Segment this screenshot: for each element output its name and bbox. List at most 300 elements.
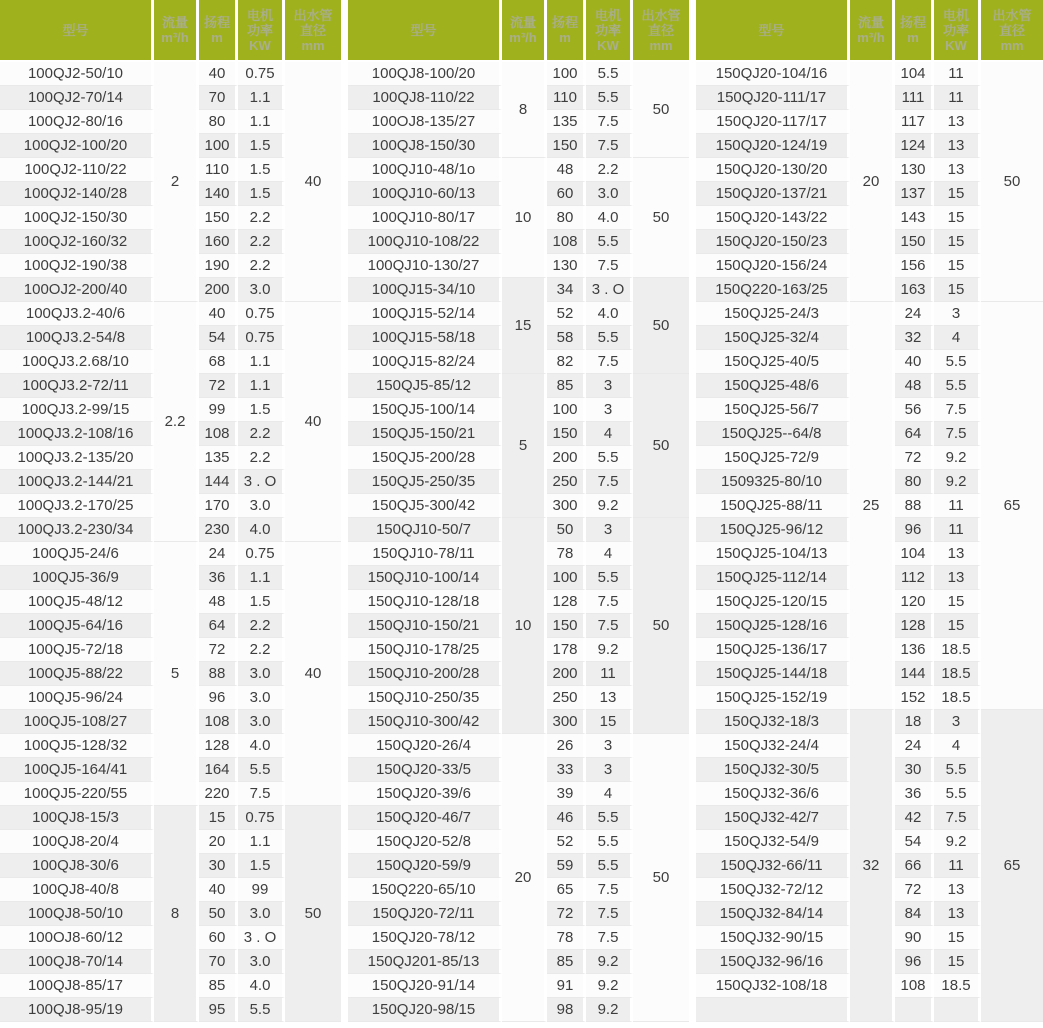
model-cell: 150QJ32-24/4 xyxy=(696,734,850,758)
power-cell: 1.1 xyxy=(238,566,285,590)
head-cell: 96 xyxy=(895,518,934,542)
head-cell: 40 xyxy=(199,878,238,902)
model-cell: 150QJ20-156/24 xyxy=(696,254,850,278)
power-cell: 9.2 xyxy=(934,446,981,470)
model-header-line: 型号 xyxy=(62,22,89,38)
head-cell: 70 xyxy=(199,86,238,110)
head-cell: 99 xyxy=(199,398,238,422)
head-cell: 70 xyxy=(199,950,238,974)
model-cell: 150QJ25--64/8 xyxy=(696,422,850,446)
head-cell: 140 xyxy=(199,182,238,206)
head-cell: 230 xyxy=(199,518,238,542)
model-cell: 100OJ8-60/12 xyxy=(0,926,154,950)
head-cell: 150 xyxy=(199,206,238,230)
head-header-line: m xyxy=(559,30,571,45)
power-header-line: KW xyxy=(249,37,271,53)
power-cell: 0.75 xyxy=(238,542,285,566)
outlet-header xyxy=(285,0,341,62)
power-cell: 2.2 xyxy=(238,422,285,446)
head-cell: 98 xyxy=(547,998,586,1022)
model-cell: 150QJ20-59/9 xyxy=(348,854,502,878)
model-cell: 100QJ8-50/10 xyxy=(0,902,154,926)
model-cell: 150QJ10-50/7 xyxy=(348,518,502,542)
power-cell: 15 xyxy=(934,182,981,206)
model-cell: 150QJ32-54/9 xyxy=(696,830,850,854)
table-row xyxy=(348,374,689,398)
model-cell: 100QJ10-108/22 xyxy=(348,230,502,254)
power-cell: 0.75 xyxy=(238,62,285,86)
power-cell: 11 xyxy=(586,662,633,686)
head-cell: 150 xyxy=(547,422,586,446)
head-cell: 190 xyxy=(199,254,238,278)
header-row xyxy=(348,0,689,62)
head-cell: 88 xyxy=(199,662,238,686)
outlet-span-cell: 50 xyxy=(981,62,1043,302)
model-cell: 100QJ8-30/6 xyxy=(0,854,154,878)
flow-span-cell: 20 xyxy=(502,734,547,1022)
outlet-span-cell: 50 xyxy=(633,278,689,374)
head-cell xyxy=(895,998,934,1022)
model-cell: 150QJ25-128/16 xyxy=(696,614,850,638)
power-cell: 1.5 xyxy=(238,854,285,878)
power-cell: 1.5 xyxy=(238,134,285,158)
power-cell: 5.5 xyxy=(586,566,633,590)
outlet-span-cell: 50 xyxy=(633,62,689,158)
power-cell: 5.5 xyxy=(586,62,633,86)
power-cell: 3 xyxy=(586,398,633,422)
power-cell: 18.5 xyxy=(934,974,981,998)
head-cell: 65 xyxy=(547,878,586,902)
power-cell: 7.5 xyxy=(586,470,633,494)
outlet-header-line: mm xyxy=(301,37,325,53)
head-cell: 32 xyxy=(895,326,934,350)
power-cell: 4 xyxy=(586,542,633,566)
head-cell: 42 xyxy=(895,806,934,830)
head-cell: 88 xyxy=(895,494,934,518)
power-cell: 7.5 xyxy=(586,254,633,278)
power-cell: 5.5 xyxy=(586,326,633,350)
model-cell: 150QJ25-40/5 xyxy=(696,350,850,374)
flow-span-cell: 5 xyxy=(502,374,547,518)
model-cell: 150QJ25-72/9 xyxy=(696,446,850,470)
head-cell: 200 xyxy=(547,662,586,686)
head-cell: 200 xyxy=(199,278,238,302)
model-cell: 150QJ20-72/11 xyxy=(348,902,502,926)
head-cell: 30 xyxy=(895,758,934,782)
power-cell: 15 xyxy=(934,926,981,950)
flow-span-cell: 15 xyxy=(502,278,547,374)
power-cell: 13 xyxy=(934,134,981,158)
power-header xyxy=(238,0,285,62)
outlet-span-cell: 50 xyxy=(633,374,689,518)
power-cell: 3.0 xyxy=(238,710,285,734)
power-cell: 1.1 xyxy=(238,830,285,854)
model-cell: 100QJ2-100/20 xyxy=(0,134,154,158)
head-cell: 84 xyxy=(895,902,934,926)
power-header-line: KW xyxy=(597,37,619,53)
power-cell: 3 . O xyxy=(238,926,285,950)
head-cell: 136 xyxy=(895,638,934,662)
model-cell: 100QJ3.2-135/20 xyxy=(0,446,154,470)
model-cell: 150QJ32-36/6 xyxy=(696,782,850,806)
power-cell: 5.5 xyxy=(934,374,981,398)
flow-span-cell: 2 xyxy=(154,62,199,302)
head-cell: 85 xyxy=(547,950,586,974)
power-cell: 9.2 xyxy=(586,950,633,974)
model-cell: 100QJ2-190/38 xyxy=(0,254,154,278)
model-cell: 100QJ8-20/4 xyxy=(0,830,154,854)
head-cell: 135 xyxy=(199,446,238,470)
power-cell: 11 xyxy=(934,854,981,878)
model-cell: 150QJ25-152/19 xyxy=(696,686,850,710)
model-cell: 100QJ3.2-40/6 xyxy=(0,302,154,326)
model-cell: 150QJ32-108/18 xyxy=(696,974,850,998)
head-cell: 82 xyxy=(547,350,586,374)
head-cell: 20 xyxy=(199,830,238,854)
head-header-line: m xyxy=(211,30,223,45)
power-cell: 4 xyxy=(586,422,633,446)
power-cell: 9.2 xyxy=(586,638,633,662)
head-cell: 110 xyxy=(199,158,238,182)
head-cell: 34 xyxy=(547,278,586,302)
power-cell: 2.2 xyxy=(238,614,285,638)
model-cell: 100OJ2-200/40 xyxy=(0,278,154,302)
model-cell: 150QJ20-143/22 xyxy=(696,206,850,230)
power-cell: 5.5 xyxy=(934,782,981,806)
power-cell: 3 xyxy=(586,758,633,782)
power-header-line: KW xyxy=(945,37,967,53)
flow-span-cell: 10 xyxy=(502,158,547,278)
model-cell: 100QJ8-85/17 xyxy=(0,974,154,998)
power-cell: 15 xyxy=(934,254,981,278)
model-cell: 150QJ32-90/15 xyxy=(696,926,850,950)
table-row xyxy=(696,302,1043,326)
model-cell: 150QJ10-128/18 xyxy=(348,590,502,614)
model-cell: 100QJ5-36/9 xyxy=(0,566,154,590)
head-cell: 15 xyxy=(199,806,238,830)
head-cell: 108 xyxy=(895,974,934,998)
head-cell: 100 xyxy=(199,134,238,158)
power-cell: 2.2 xyxy=(238,230,285,254)
power-cell: 15 xyxy=(934,614,981,638)
flow-header-line: m³/h xyxy=(857,30,885,45)
power-cell: 1.1 xyxy=(238,110,285,134)
power-cell: 13 xyxy=(934,158,981,182)
head-cell: 137 xyxy=(895,182,934,206)
head-cell: 135 xyxy=(547,110,586,134)
power-cell: 7.5 xyxy=(586,614,633,638)
outlet-header xyxy=(981,0,1043,62)
head-cell: 30 xyxy=(199,854,238,878)
model-cell: 150QJ10-178/25 xyxy=(348,638,502,662)
model-cell: 150QJ20-33/5 xyxy=(348,758,502,782)
power-cell: 15 xyxy=(934,278,981,302)
head-cell: 250 xyxy=(547,470,586,494)
head-cell: 52 xyxy=(547,302,586,326)
head-cell: 56 xyxy=(895,398,934,422)
head-cell: 58 xyxy=(547,326,586,350)
head-cell: 117 xyxy=(895,110,934,134)
power-header-line: 功率 xyxy=(942,22,969,38)
model-cell: 100QJ3.2.68/10 xyxy=(0,350,154,374)
head-cell: 144 xyxy=(199,470,238,494)
model-cell: 100QJ15-58/18 xyxy=(348,326,502,350)
header-row xyxy=(696,0,1043,62)
power-cell: 1.1 xyxy=(238,86,285,110)
model-cell: 150QJ20-130/20 xyxy=(696,158,850,182)
model-cell: 150QJ25-96/12 xyxy=(696,518,850,542)
head-cell: 108 xyxy=(199,710,238,734)
model-cell: 100QJ8-150/30 xyxy=(348,134,502,158)
model-cell: 100QJ15-34/10 xyxy=(348,278,502,302)
power-cell: 0.75 xyxy=(238,806,285,830)
power-header xyxy=(934,0,981,62)
outlet-header xyxy=(633,0,689,62)
outlet-header-line: 直径 xyxy=(647,22,674,38)
head-cell: 48 xyxy=(199,590,238,614)
model-cell: 100QJ8-40/8 xyxy=(0,878,154,902)
head-cell: 144 xyxy=(895,662,934,686)
power-header-line: 功率 xyxy=(246,22,273,38)
power-cell: 3 xyxy=(586,518,633,542)
head-cell: 33 xyxy=(547,758,586,782)
head-cell: 130 xyxy=(895,158,934,182)
head-cell: 66 xyxy=(895,854,934,878)
head-cell: 150 xyxy=(547,134,586,158)
model-cell: 150QJ10-250/35 xyxy=(348,686,502,710)
outlet-header-line: 直径 xyxy=(299,22,326,38)
head-cell: 24 xyxy=(895,734,934,758)
head-cell: 52 xyxy=(547,830,586,854)
model-cell: 100QJ5-24/6 xyxy=(0,542,154,566)
head-cell: 72 xyxy=(895,446,934,470)
model-cell: 100QJ2-140/28 xyxy=(0,182,154,206)
head-cell: 40 xyxy=(199,62,238,86)
power-cell: 13 xyxy=(934,878,981,902)
model-cell: 150QJ25-112/14 xyxy=(696,566,850,590)
model-cell: 150QJ25-56/7 xyxy=(696,398,850,422)
power-cell: 1.1 xyxy=(238,374,285,398)
model-cell: 100QJ2-50/10 xyxy=(0,62,154,86)
power-cell: 4.0 xyxy=(586,302,633,326)
model-cell: 100QJ3.2-144/21 xyxy=(0,470,154,494)
head-cell: 48 xyxy=(547,158,586,182)
power-cell: 7.5 xyxy=(586,590,633,614)
flow-span-cell: 10 xyxy=(502,518,547,734)
power-cell: 5.5 xyxy=(238,758,285,782)
power-cell: 3.0 xyxy=(238,686,285,710)
head-cell: 60 xyxy=(547,182,586,206)
head-cell: 111 xyxy=(895,86,934,110)
model-cell: 100QJ5-48/12 xyxy=(0,590,154,614)
model-header xyxy=(0,0,154,62)
outlet-header-line: mm xyxy=(1000,37,1024,53)
head-cell: 220 xyxy=(199,782,238,806)
head-cell: 72 xyxy=(547,902,586,926)
model-cell: 100QJ2-160/32 xyxy=(0,230,154,254)
power-cell: 11 xyxy=(934,494,981,518)
model-cell: 100QJ15-82/24 xyxy=(348,350,502,374)
flow-header-line: 流量 xyxy=(509,15,536,30)
head-cell: 40 xyxy=(199,302,238,326)
model-cell: 100QJ8-70/14 xyxy=(0,950,154,974)
head-cell: 100 xyxy=(547,398,586,422)
head-header-line: 扬程 xyxy=(899,15,926,30)
model-cell: 100QJ2-70/14 xyxy=(0,86,154,110)
model-cell: 100QJ2-110/22 xyxy=(0,158,154,182)
head-cell: 90 xyxy=(895,926,934,950)
model-cell: 150QJ25-48/6 xyxy=(696,374,850,398)
head-cell: 96 xyxy=(199,686,238,710)
head-cell: 78 xyxy=(547,926,586,950)
outlet-span-cell: 65 xyxy=(981,710,1043,1022)
model-cell: 100QJ10-60/13 xyxy=(348,182,502,206)
power-cell: 2.2 xyxy=(238,446,285,470)
model-cell: 150Q220-65/10 xyxy=(348,878,502,902)
model-cell: 150QJ20-104/16 xyxy=(696,62,850,86)
flow-span-cell: 8 xyxy=(502,62,547,158)
head-cell: 50 xyxy=(199,902,238,926)
power-cell: 5.5 xyxy=(586,830,633,854)
model-cell: 150QJ25-88/11 xyxy=(696,494,850,518)
model-cell: 150QJ5-250/35 xyxy=(348,470,502,494)
model-cell: 150QJ10-300/42 xyxy=(348,710,502,734)
power-header-line: 电机 xyxy=(594,7,621,23)
model-cell: 100QJ10-48/1o xyxy=(348,158,502,182)
spec-table-group xyxy=(0,0,341,1022)
power-cell: 0.75 xyxy=(238,326,285,350)
model-cell: 100QJ5-72/18 xyxy=(0,638,154,662)
model-cell: 150QJ20-150/23 xyxy=(696,230,850,254)
head-cell: 150 xyxy=(547,614,586,638)
power-cell: 7.5 xyxy=(586,902,633,926)
model-cell: 150QJ32-18/3 xyxy=(696,710,850,734)
model-cell: 150QJ20-124/19 xyxy=(696,134,850,158)
power-cell: 3.0 xyxy=(586,182,633,206)
power-cell: 3.0 xyxy=(238,662,285,686)
flow-header-line: 流量 xyxy=(161,15,188,30)
power-cell: 3.0 xyxy=(238,278,285,302)
power-cell: 7.5 xyxy=(586,134,633,158)
model-cell: 150QJ5-85/12 xyxy=(348,374,502,398)
power-cell: 7.5 xyxy=(586,926,633,950)
head-cell: 59 xyxy=(547,854,586,878)
model-cell: 150QJ10-150/21 xyxy=(348,614,502,638)
head-cell: 72 xyxy=(199,638,238,662)
model-cell: 100QJ10-130/27 xyxy=(348,254,502,278)
outlet-header-line: mm xyxy=(649,37,673,53)
power-cell: 7.5 xyxy=(238,782,285,806)
flow-header-line: m³/h xyxy=(161,30,189,45)
head-cell: 128 xyxy=(547,590,586,614)
head-cell: 104 xyxy=(895,62,934,86)
outlet-span-cell: 50 xyxy=(633,518,689,734)
flow-header xyxy=(502,0,547,62)
power-cell: 2.2 xyxy=(238,638,285,662)
head-cell: 95 xyxy=(199,998,238,1022)
model-cell: 150QJ25-24/3 xyxy=(696,302,850,326)
table-row xyxy=(348,62,689,86)
power-cell: 5.5 xyxy=(586,446,633,470)
power-cell: 15 xyxy=(934,206,981,230)
table-row xyxy=(348,734,689,758)
head-header xyxy=(547,0,586,62)
head-cell: 100 xyxy=(547,62,586,86)
head-cell: 80 xyxy=(199,110,238,134)
model-cell: 100QJ2-80/16 xyxy=(0,110,154,134)
head-cell: 64 xyxy=(895,422,934,446)
head-cell: 80 xyxy=(547,206,586,230)
model-cell: 150QJ5-150/21 xyxy=(348,422,502,446)
head-cell: 120 xyxy=(895,590,934,614)
head-header-line: 扬程 xyxy=(203,15,230,30)
power-cell: 7.5 xyxy=(586,110,633,134)
model-cell: 150QJ32-42/7 xyxy=(696,806,850,830)
head-cell: 128 xyxy=(199,734,238,758)
model-header xyxy=(696,0,850,62)
power-cell: 4.0 xyxy=(238,518,285,542)
model-cell: 100QJ5-220/55 xyxy=(0,782,154,806)
model-cell: 100QJ8-110/22 xyxy=(348,86,502,110)
power-header-line: 功率 xyxy=(594,22,621,38)
spec-table-group xyxy=(696,0,1043,1022)
flow-span-cell: 32 xyxy=(850,710,895,1022)
head-cell: 163 xyxy=(895,278,934,302)
power-cell: 7.5 xyxy=(586,878,633,902)
head-cell: 150 xyxy=(895,230,934,254)
head-header-line: 扬程 xyxy=(551,15,578,30)
power-cell: 1.5 xyxy=(238,590,285,614)
outlet-header-line: 出水管 xyxy=(992,7,1032,23)
model-cell: 150QJ32-96/16 xyxy=(696,950,850,974)
power-cell: 7.5 xyxy=(934,806,981,830)
model-cell: 150QJ32-84/14 xyxy=(696,902,850,926)
head-cell: 300 xyxy=(547,494,586,518)
model-cell: 150QJ32-72/12 xyxy=(696,878,850,902)
head-cell: 80 xyxy=(895,470,934,494)
table-row xyxy=(696,62,1043,86)
table-row xyxy=(348,278,689,302)
power-cell: 5.5 xyxy=(934,758,981,782)
model-cell: 100QJ5-96/24 xyxy=(0,686,154,710)
head-cell: 91 xyxy=(547,974,586,998)
power-cell: 2.2 xyxy=(586,158,633,182)
power-cell: 3 xyxy=(934,710,981,734)
head-cell: 104 xyxy=(895,542,934,566)
power-cell: 1.5 xyxy=(238,182,285,206)
flow-span-cell: 8 xyxy=(154,806,199,1022)
model-cell: 100QJ8-100/20 xyxy=(348,62,502,86)
outlet-span-cell: 50 xyxy=(633,158,689,278)
head-cell: 36 xyxy=(895,782,934,806)
model-cell: 150QJ5-300/42 xyxy=(348,494,502,518)
outlet-header-line: 出水管 xyxy=(293,7,333,23)
head-cell: 40 xyxy=(895,350,934,374)
head-cell: 78 xyxy=(547,542,586,566)
power-cell: 5.5 xyxy=(934,350,981,374)
power-cell: 11 xyxy=(934,62,981,86)
model-cell: 150QJ20-26/4 xyxy=(348,734,502,758)
model-cell: 100QJ2-150/30 xyxy=(0,206,154,230)
head-cell: 68 xyxy=(199,350,238,374)
model-cell: 100QJ5-108/27 xyxy=(0,710,154,734)
power-cell: 7.5 xyxy=(934,422,981,446)
head-cell: 72 xyxy=(199,374,238,398)
model-cell: 100QJ5-128/32 xyxy=(0,734,154,758)
model-cell: 150QJ20-111/17 xyxy=(696,86,850,110)
head-header-line: m xyxy=(907,30,919,45)
model-cell: 150QJ25-144/18 xyxy=(696,662,850,686)
